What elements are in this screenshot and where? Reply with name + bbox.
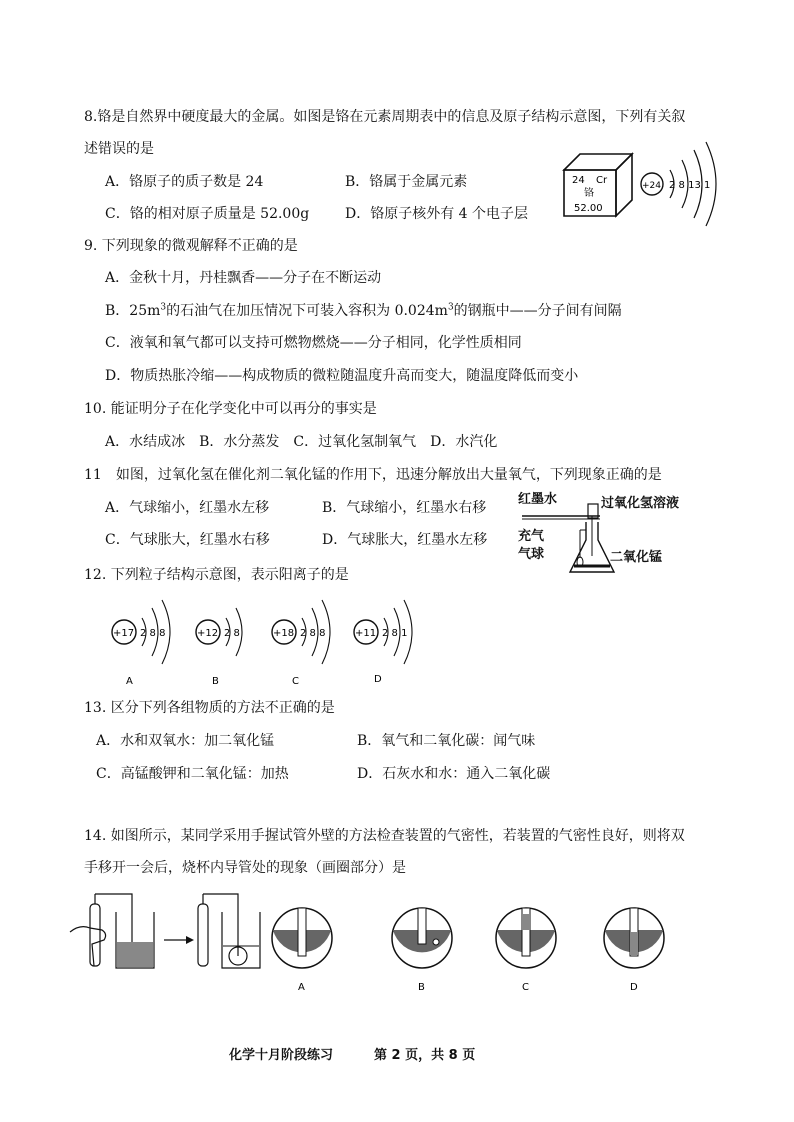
q13-option-c: C．高锰酸钾和二氧化锰：加热 bbox=[96, 766, 289, 782]
q9-stem: 9. 下列现象的微观解释不正确的是 bbox=[84, 238, 298, 254]
q14-option-circles bbox=[270, 904, 690, 994]
q14-option-a-circle bbox=[272, 908, 332, 993]
svg-text:2 8: 2 8 bbox=[224, 628, 240, 639]
q13-option-a: A．水和双氧水：加二氧化锰 bbox=[96, 733, 275, 749]
chromium-atom-diagram bbox=[638, 140, 730, 230]
svg-text:D: D bbox=[630, 982, 638, 993]
q14-option-d-circle bbox=[604, 908, 664, 993]
q14-stem-line1: 14. 如图所示，某同学采用手握试管外壁的方法检查装置的气密性，若装置的气密性良好，则将双 bbox=[84, 828, 685, 844]
q11-option-c: C．气球胀大，红墨水右移 bbox=[105, 532, 270, 548]
q12-stem: 12. 下列粒子结构示意图，表示阳离子的是 bbox=[84, 567, 349, 583]
q14-stem-line2: 手移开一会后，烧杯内导管处的现象（画圈部分）是 bbox=[84, 860, 406, 876]
svg-text:D: D bbox=[374, 674, 382, 685]
atom-shells: 2 8 13 1 bbox=[669, 180, 711, 191]
svg-text:C: C bbox=[522, 982, 529, 993]
q11-label-h2o2: 过氧化氢溶液 bbox=[601, 496, 680, 511]
particle-a bbox=[112, 600, 170, 686]
element-mass: 52.00 bbox=[574, 203, 603, 214]
footer-page-number: 第 2 页，共 8 页 bbox=[374, 1048, 476, 1063]
element-name: 铬 bbox=[584, 188, 594, 199]
q11-option-b: B．气球缩小，红墨水右移 bbox=[322, 500, 487, 516]
particle-c bbox=[272, 600, 330, 686]
q11-stem: 11 如图，过氧化氢在催化剂二氧化锰的作用下，迅速分解放出大量氧气，下列现象正确的是 bbox=[84, 467, 662, 483]
q9-option-a: A．金秋十月，丹桂飘香——分子在不断运动 bbox=[105, 270, 382, 286]
q12-particle-diagrams bbox=[100, 596, 440, 686]
q11-option-d: D．气球胀大，红墨水左移 bbox=[322, 532, 488, 548]
q8-option-d: D．铬原子核外有 4 个电子层 bbox=[345, 206, 529, 222]
q8-stem-line2: 述错误的是 bbox=[84, 141, 154, 157]
svg-text:B: B bbox=[212, 676, 219, 686]
q13-option-d: D．石灰水和水：通入二氧化碳 bbox=[357, 766, 551, 782]
q11-label-balloon-2: 气球 bbox=[518, 547, 545, 562]
svg-text:A: A bbox=[298, 982, 305, 993]
q8-option-c: C．铬的相对原子质量是 52.00g bbox=[105, 206, 310, 222]
q10-options: A．水结成冰 B．水分蒸发 C．过氧化氢制氧气 D．水汽化 bbox=[105, 434, 498, 450]
q11-flask-apparatus bbox=[520, 500, 620, 580]
svg-text:C: C bbox=[292, 676, 299, 686]
svg-text:+11: +11 bbox=[355, 628, 377, 639]
q8-option-a: A．铬原子的质子数是 24 bbox=[105, 174, 264, 190]
svg-text:+12: +12 bbox=[197, 628, 219, 639]
q11-option-a: A．气球缩小，红墨水左移 bbox=[105, 500, 270, 516]
svg-text:+17: +17 bbox=[113, 628, 135, 639]
svg-text:B: B bbox=[418, 982, 425, 993]
svg-text:2 8 1: 2 8 1 bbox=[382, 628, 408, 639]
q8-stem-line1: 8.铬是自然界中硬度最大的金属。如图是铬在元素周期表中的信息及原子结构示意图，下列有关叙 bbox=[84, 109, 686, 125]
q8-option-b: B．铬属于金属元素 bbox=[345, 174, 468, 190]
atom-nucleus: +24 bbox=[642, 181, 661, 191]
q14-option-c-circle bbox=[496, 908, 556, 993]
svg-text:+18: +18 bbox=[273, 628, 295, 639]
q10-stem: 10. 能证明分子在化学变化中可以再分的事实是 bbox=[84, 401, 377, 417]
q11-label-balloon-1: 充气 bbox=[518, 529, 545, 544]
particle-b bbox=[196, 608, 242, 686]
q13-stem: 13. 区分下列各组物质的方法不正确的是 bbox=[84, 700, 335, 716]
svg-text:A: A bbox=[126, 676, 133, 686]
q13-option-b: B．氧气和二氧化碳：闻气味 bbox=[357, 733, 536, 749]
element-symbol: Cr bbox=[596, 175, 608, 186]
q9-option-c: C．液氧和氧气都可以支持可燃物燃烧——分子相同，化学性质相同 bbox=[105, 335, 522, 351]
svg-text:2 8 8: 2 8 8 bbox=[300, 628, 326, 639]
element-number: 24 bbox=[572, 175, 585, 186]
q9-option-b: B．$25m^3$的石油气在加压情况下可装入容积为 $0.024m^3$的钢瓶中——分子间有间隔 bbox=[105, 302, 622, 319]
chromium-element-card bbox=[560, 150, 636, 218]
q14-option-b-circle bbox=[392, 908, 452, 993]
q9-option-d: D．物质热胀冷缩——构成物质的微粒随温度升高而变大，随温度降低而变小 bbox=[105, 368, 579, 384]
svg-text:2 8 8: 2 8 8 bbox=[140, 628, 166, 639]
q11-label-red-ink: 红墨水 bbox=[518, 492, 558, 507]
particle-d bbox=[354, 600, 412, 685]
footer-title: 化学十月阶段练习 bbox=[229, 1048, 334, 1063]
q11-label-mno2: 二氧化锰 bbox=[610, 550, 663, 565]
